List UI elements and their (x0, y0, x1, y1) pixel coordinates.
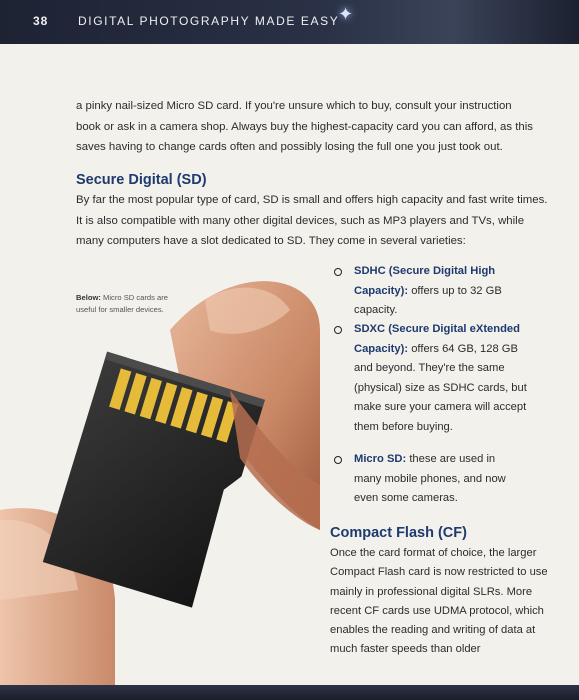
bullet-term: Micro SD: (354, 453, 407, 465)
bullet-term: SDXC (Secure Digital eXtended Capacity): (354, 323, 520, 355)
photo-caption (76, 292, 186, 316)
compact-flash-paragraph: Once the card format of choice, the larger Compact Flash card is now restricted to use mainly in professional digital SLRs. More recent CF cards use UDMA protocol, which enables the reading and writing of data at much faster speeds than older (330, 547, 548, 656)
list-item (332, 320, 547, 437)
bullet-text: these are used in many mobile phones, and now even some cameras. (354, 453, 506, 504)
running-title: DIGITAL PHOTOGRAPHY MADE EASY (78, 14, 340, 28)
list-item (332, 450, 547, 509)
page-number: 38 (33, 14, 49, 28)
bullet-term: SDHC (Secure Digital High Capacity): (354, 265, 496, 297)
page-bottom-edge (0, 685, 579, 700)
bullet-text: offers 64 GB, 128 GB and beyond. They're the same (physical) size as SDHC cards, but make sure your camera will accept them before buying. (354, 342, 527, 433)
caption-label: Below: (76, 293, 101, 302)
running-header (0, 0, 579, 44)
section-heading-compact-flash: Compact Flash (CF) (330, 525, 467, 541)
intro-paragraph: a pinky nail-sized Micro SD card. If you're unsure which to buy, consult your instruction book or ask in a camera shop. Always buy the highest-capacity card you can afford, as this saves having to change cards often and possibly losing the full one you just took out. (76, 100, 533, 153)
secure-digital-paragraph: By far the most popular type of card, SD is small and offers high capacity and fast write times. It is also compatible with many other digital devices, such as MP3 players and TVs, while many computers have a slot dedicated to SD. They come in several varieties: (76, 194, 548, 247)
section-heading-secure-digital: Secure Digital (SD) (76, 172, 207, 188)
bullet-circle-icon (334, 268, 342, 276)
bullet-circle-icon (334, 456, 342, 464)
caption-text: Micro SD cards are useful for smaller devices. (76, 293, 169, 314)
bullet-circle-icon (334, 326, 342, 334)
star-glint-icon: ✦ (338, 4, 354, 24)
micro-sd-photo (0, 270, 325, 685)
bullet-text: offers up to 32 GB capacity. (354, 284, 502, 316)
list-item (332, 262, 547, 321)
micro-sd-card-illustration (0, 270, 325, 685)
